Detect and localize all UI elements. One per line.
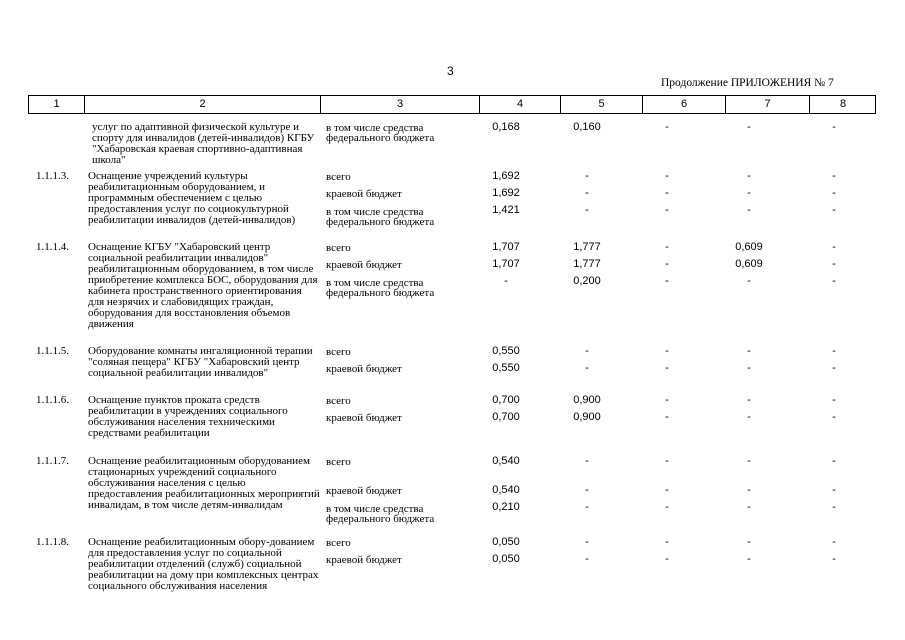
value-col-8: - <box>832 275 836 287</box>
value-col-8: - <box>832 501 836 513</box>
value-col-4: 0,700 <box>492 394 520 406</box>
value-col-4: 0,050 <box>492 553 520 565</box>
funding-source: краевой бюджет <box>326 363 402 375</box>
funding-source: краевой бюджет <box>326 485 402 497</box>
value-col-4: - <box>504 275 508 287</box>
value-col-4: 1,421 <box>492 204 520 216</box>
value-col-4: 0,550 <box>492 345 520 357</box>
value-col-7: - <box>747 121 751 133</box>
header-col-2: 2 <box>85 96 321 113</box>
value-col-4: 1,692 <box>492 187 520 199</box>
value-col-5: - <box>585 536 589 548</box>
value-col-6: - <box>665 170 669 182</box>
value-col-4: 0,550 <box>492 362 520 374</box>
value-col-7: - <box>747 553 751 565</box>
value-col-6: - <box>665 275 669 287</box>
value-col-6: - <box>665 501 669 513</box>
value-col-8: - <box>832 553 836 565</box>
value-col-4: 0,210 <box>492 501 520 513</box>
value-col-6: - <box>665 204 669 216</box>
funding-source: всего <box>326 171 351 183</box>
value-col-8: - <box>832 536 836 548</box>
value-col-5: - <box>585 204 589 216</box>
value-col-7: - <box>747 394 751 406</box>
row-id: 1.1.1.5. <box>36 345 69 357</box>
funding-source: в том числе средства федерального бюджета <box>326 277 435 299</box>
row-id: 1.1.1.6. <box>36 394 69 406</box>
value-col-8: - <box>832 204 836 216</box>
row-id: 1.1.1.7. <box>36 455 69 467</box>
header-col-8: 8 <box>839 98 847 110</box>
value-col-5: 0,900 <box>573 394 601 406</box>
funding-source: в том числе средства федерального бюджета <box>326 503 435 525</box>
row-id: 1.1.1.3. <box>36 170 69 182</box>
table-header <box>28 95 876 114</box>
value-col-4: 0,540 <box>492 484 520 496</box>
funding-source: всего <box>326 395 351 407</box>
funding-source: всего <box>326 346 351 358</box>
value-col-7: 0,609 <box>735 241 763 253</box>
funding-source: всего <box>326 456 351 468</box>
value-col-7: - <box>747 411 751 423</box>
header-col-7: 7 <box>726 96 810 113</box>
value-col-7: - <box>747 187 751 199</box>
row-description: Оснащение реабилитационным оборудованием стационарных учреждений социального обслуживания населения с целью предоставления реабилитационных мероприятий инвалидам, в том числе детям-инвалидам <box>88 455 320 511</box>
value-col-5: 0,900 <box>573 411 601 423</box>
value-col-4: 0,050 <box>492 536 520 548</box>
funding-source: краевой бюджет <box>326 259 402 271</box>
funding-source: в том числе средства федерального бюджета <box>326 206 435 228</box>
value-col-8: - <box>832 345 836 357</box>
value-col-4: 1,692 <box>492 170 520 182</box>
row-description: Оснащение КГБУ "Хабаровский центр социальной реабилитации инвалидов" реабилитационным оборудованием, в том числе приобретение комплекса БОС, оборудования для кабинета пространственного ориентирования для незрячих и слабовидящих граждан, оборудования для восстановления объемов движения <box>88 241 318 330</box>
header-col-3: 3 <box>321 96 480 113</box>
row-description: Оснащение пунктов проката средств реабилитации в учреждениях социального обслуживания населения техническими средствами реабилитации <box>88 394 288 439</box>
value-col-6: - <box>665 553 669 565</box>
value-col-6: - <box>665 345 669 357</box>
value-col-5: - <box>585 362 589 374</box>
value-col-6: - <box>665 536 669 548</box>
header-col-4: 4 <box>480 96 561 113</box>
value-col-6: - <box>665 121 669 133</box>
value-col-8: - <box>832 187 836 199</box>
value-col-4: 0,540 <box>492 455 520 467</box>
value-col-6: - <box>665 187 669 199</box>
funding-source: всего <box>326 537 351 549</box>
value-col-7: - <box>747 484 751 496</box>
value-col-7: - <box>747 345 751 357</box>
value-col-7: - <box>747 501 751 513</box>
value-col-4: 0,700 <box>492 411 520 423</box>
value-col-7: - <box>747 455 751 467</box>
appendix-continuation-label: Продолжение ПРИЛОЖЕНИЯ № 7 <box>661 77 834 89</box>
value-col-6: - <box>665 362 669 374</box>
row-description: Оснащение учреждений культуры реабилитационным оборудованием, и программным обеспечением с целью предоставления услуг по социокультурной реабилитации инвалидов (детей-инвалидов) <box>88 170 296 226</box>
value-col-5: - <box>585 484 589 496</box>
value-col-6: - <box>665 241 669 253</box>
value-col-5: - <box>585 187 589 199</box>
value-col-7: - <box>747 362 751 374</box>
value-col-6: - <box>665 411 669 423</box>
header-col-1: 1 <box>29 96 85 113</box>
value-col-8: - <box>832 121 836 133</box>
value-col-4: 0,168 <box>492 121 520 133</box>
value-col-5: - <box>585 345 589 357</box>
funding-source: краевой бюджет <box>326 554 402 566</box>
value-col-6: - <box>665 484 669 496</box>
value-col-5: - <box>585 553 589 565</box>
value-col-6: - <box>665 258 669 270</box>
value-col-5: - <box>585 455 589 467</box>
value-col-8: - <box>832 258 836 270</box>
value-col-4: 1,707 <box>492 258 520 270</box>
value-col-6: - <box>665 455 669 467</box>
page-number: 3 <box>447 64 454 78</box>
value-col-8: - <box>832 170 836 182</box>
funding-source: в том числе средства федерального бюджета <box>326 122 435 144</box>
value-col-5: - <box>585 170 589 182</box>
value-col-8: - <box>832 411 836 423</box>
value-col-8: - <box>832 362 836 374</box>
value-col-5: 1,777 <box>573 258 601 270</box>
value-col-8: - <box>832 394 836 406</box>
value-col-5: 0,200 <box>573 275 601 287</box>
value-col-8: - <box>832 484 836 496</box>
header-col-5: 5 <box>561 96 643 113</box>
value-col-5: 0,160 <box>573 121 601 133</box>
value-col-7: 0,609 <box>735 258 763 270</box>
value-col-8: - <box>832 241 836 253</box>
row-description: услуг по адаптивной физической культуре и спорту для инвалидов (детей-инвалидов) КГБУ "Хабаровская краевая спортивно-адаптивная школа" <box>92 121 315 166</box>
row-id: 1.1.1.8. <box>36 536 69 548</box>
value-col-7: - <box>747 170 751 182</box>
value-col-5: - <box>585 501 589 513</box>
header-col-6: 6 <box>643 96 726 113</box>
value-col-4: 1,707 <box>492 241 520 253</box>
row-description: Оборудование комнаты ингаляционной терапии "соляная пещера" КГБУ "Хабаровский центр социальной реабилитации инвалидов" <box>88 345 313 379</box>
value-col-8: - <box>832 455 836 467</box>
row-description: Оснащение реабилитационным обору-дованием для предоставления услуг по социальной реабилитации отделений (служб) социальной реабилитации на дому при комплексных центрах социального обслуживания населения <box>88 536 319 592</box>
value-col-5: 1,777 <box>573 241 601 253</box>
funding-source: краевой бюджет <box>326 412 402 424</box>
value-col-7: - <box>747 204 751 216</box>
row-id: 1.1.1.4. <box>36 241 69 253</box>
funding-source: всего <box>326 242 351 254</box>
value-col-7: - <box>747 536 751 548</box>
value-col-7: - <box>747 275 751 287</box>
value-col-6: - <box>665 394 669 406</box>
funding-source: краевой бюджет <box>326 188 402 200</box>
